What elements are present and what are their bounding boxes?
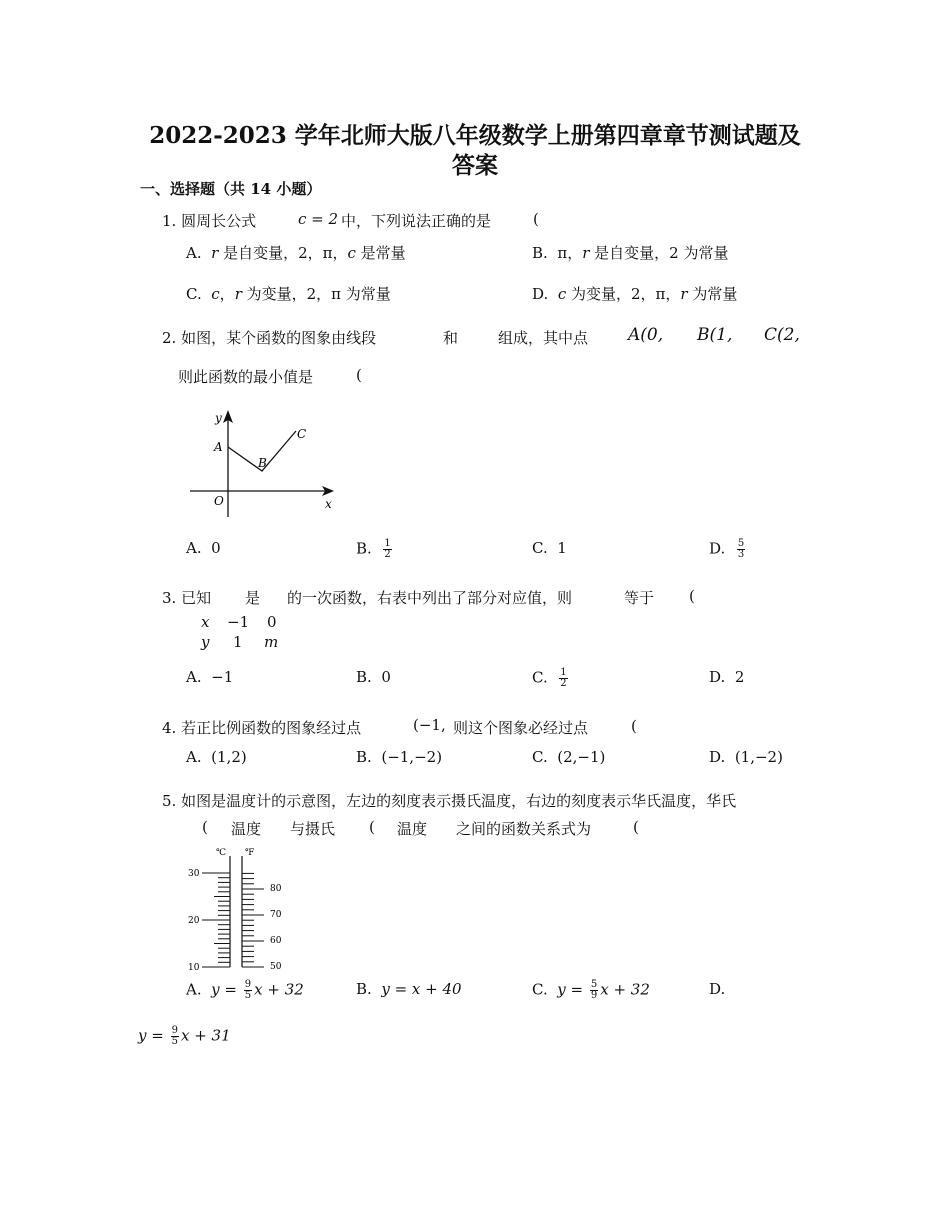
page-title: 2022-2023 学年北师大版八年级数学上册第四章章节测试题及 [149, 122, 801, 149]
q3-stem-c: 的一次函数，右表中列出了部分对应值，则 [287, 589, 573, 607]
q5-stem-part: 温度 [231, 820, 262, 838]
q2-point-c: C(2, [764, 325, 800, 345]
q1-stem-a: 1. 圆周长公式 [162, 212, 257, 230]
point-c-label: C [297, 427, 307, 441]
q5-stem-part: ( [369, 818, 375, 836]
q1-formula: c = 2 [298, 210, 339, 228]
q5-thermometer-diagram [186, 842, 296, 974]
q5-stem-part: 之间的函数关系式为 [456, 820, 592, 838]
q2-stem-line2: 则此函数的最小值是 [178, 368, 314, 386]
q3-stem-b: 是 [245, 589, 261, 607]
q5-stem-part: 温度 [397, 820, 428, 838]
q2-stem-c: 组成，其中点 [498, 329, 589, 347]
point-a-label: A [214, 440, 223, 454]
table-cell: x [201, 613, 210, 631]
point-b-label: B [258, 456, 267, 470]
fahrenheit-label: 60 [270, 936, 282, 946]
q4-stem-b: 则这个图象必经过点 [453, 719, 589, 737]
q3-option-d: D. 2 [709, 668, 745, 686]
q2-option-c: C. 1 [532, 539, 567, 557]
q5-stem-line1: 5. 如图是温度计的示意图，左边的刻度表示摄氏温度，右边的刻度表示华氏温度，华氏 [162, 792, 737, 810]
table-cell: −1 [227, 613, 250, 631]
x-label: x [325, 497, 332, 511]
q2-point-b: B(1, [697, 325, 733, 345]
q4-option-a: A. (1,2) [186, 748, 247, 766]
q3-option-a: A. −1 [186, 668, 234, 686]
table-cell: m [264, 633, 279, 651]
origin-label: O [214, 494, 224, 508]
fahrenheit-unit: ℉ [245, 848, 255, 858]
q5-stem-part: 与摄氏 [290, 820, 336, 838]
y-label: y [215, 411, 222, 425]
q5-option-c: C. y = $\frac{5}{9}$ x + 32 [532, 979, 650, 1001]
q5-option-a: A. y = $\frac{9}{5}$ x + 32 [186, 979, 304, 1001]
section-heading: 一、选择题（共 14 小题） [140, 180, 322, 198]
q2-option-a: A. 0 [186, 539, 221, 557]
table-cell: 0 [267, 613, 277, 631]
page-title-line2: 答案 [452, 152, 498, 179]
q4-option-b: B. (−1,−2) [356, 748, 443, 766]
q5-option-b: B. y = x + 40 [356, 980, 462, 998]
fahrenheit-label: 80 [270, 884, 282, 894]
q3-option-c: C. $\frac{1}{2}$ [532, 667, 567, 689]
q1-paren: ( [533, 210, 539, 228]
q2-point-a: A(0, [628, 325, 664, 345]
table-cell: 1 [233, 633, 243, 651]
q2-option-d: D. $\frac{5}{3}$ [709, 538, 745, 560]
q2-paren: ( [356, 366, 362, 384]
q2-stem-a: 2. 如图，某个函数的图象由线段 [162, 329, 377, 347]
fahrenheit-label: 70 [270, 910, 282, 920]
q2-function-graph [186, 405, 346, 520]
celsius-unit: ℃ [216, 848, 227, 858]
fahrenheit-label: 50 [270, 962, 282, 972]
q4-option-c: C. (2,−1) [532, 748, 606, 766]
q2-stem-b: 和 [443, 329, 459, 347]
table-cell: y [201, 633, 210, 651]
q1-option-c: C. c，r 为变量，2，π 为常量 [186, 285, 391, 303]
q5-paren: ( [633, 818, 639, 836]
q3-paren: ( [689, 587, 695, 605]
q5-option-d: D. [709, 980, 726, 998]
q1-option-a: A. r 是自变量，2，π，c 是常量 [186, 244, 406, 262]
q2-option-b: B. $\frac{1}{2}$ [356, 538, 391, 560]
q3-option-b: B. 0 [356, 668, 391, 686]
q4-point: (−1, [413, 716, 446, 734]
q5-stem-part: ( [202, 818, 208, 836]
q1-option-b: B. π，r 是自变量，2 为常量 [532, 244, 729, 262]
q1-option-d: D. c 为变量，2，π，r 为常量 [532, 285, 738, 303]
celsius-label: 30 [188, 869, 200, 879]
celsius-label: 20 [188, 916, 200, 926]
q5-option-d-value: y = $\frac{9}{5}$ x + 31 [138, 1025, 231, 1047]
q4-option-d: D. (1,−2) [709, 748, 783, 766]
q1-stem-b: 中，下列说法正确的是 [341, 212, 492, 230]
q4-paren: ( [631, 717, 637, 735]
celsius-label: 10 [188, 963, 200, 973]
q4-stem-a: 4. 若正比例函数的图象经过点 [162, 719, 362, 737]
q3-stem-d: 等于 [624, 589, 655, 607]
q3-stem-a: 3. 已知 [162, 589, 212, 607]
